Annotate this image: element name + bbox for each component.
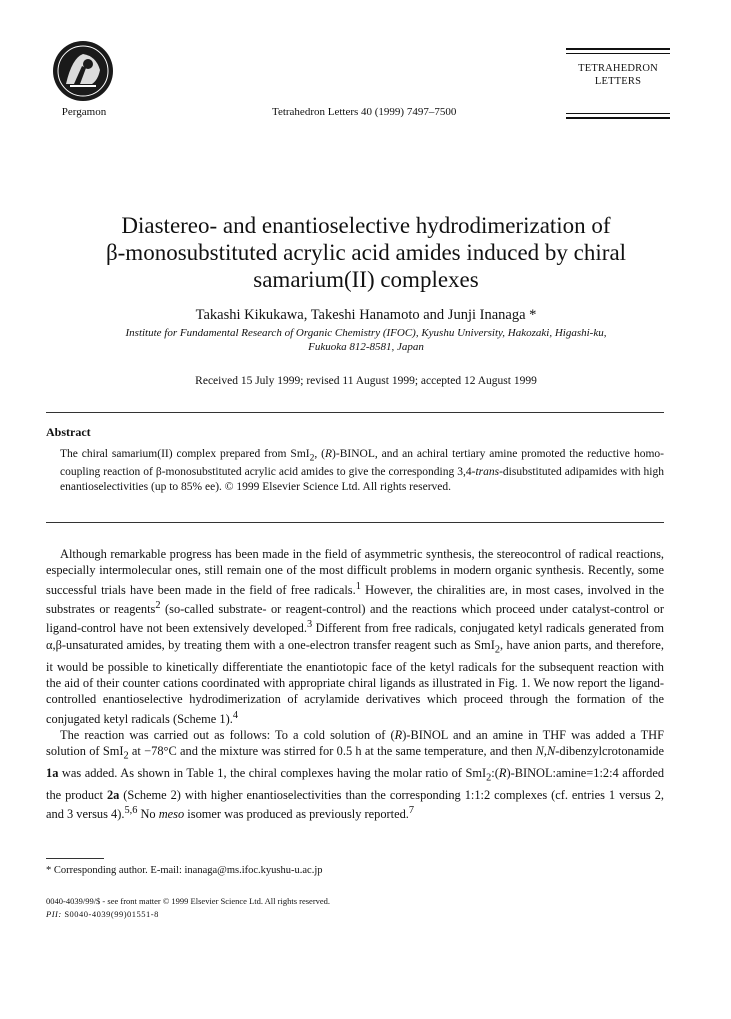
abstract-italic: R — [325, 448, 333, 460]
brand-rule — [566, 53, 670, 54]
citation-ref: 4 — [232, 709, 238, 721]
abstract-italic: trans — [475, 466, 500, 479]
pii-label: PII: — [46, 909, 62, 919]
brand-rule — [566, 117, 670, 119]
text-fragment: was added. As shown in Table 1, the chiral complexes having the molar ratio of SmI — [58, 766, 487, 780]
author-list: Takashi Kikukawa, Takeshi Hanamoto and Junji Inanaga * — [195, 307, 537, 323]
italic-text: meso — [158, 807, 185, 822]
compound-label: 2a — [106, 787, 120, 802]
text-fragment: (Scheme 2) with higher enantioselectivities than the corresponding 1:1:2 complexes (cf. entries 1 versus 2, and 3 versus 4). — [46, 787, 665, 822]
journal-brand — [566, 62, 670, 88]
subscript: 2 — [486, 772, 492, 784]
citation-ref: 3 — [306, 619, 313, 631]
article-title — [66, 212, 666, 293]
section-divider — [46, 412, 664, 413]
text-fragment: The reaction was carried out as follows: To a cold solution of ( — [60, 727, 395, 742]
affiliation-line: Fukuoka 812-8581, Japan — [308, 341, 424, 353]
received-dates: Received 15 July 1999; revised 11 August 1999; accepted 12 August 1999 — [195, 375, 537, 387]
text-fragment: isomer was produced as previously reported. — [184, 807, 409, 822]
footnote-divider — [46, 858, 104, 859]
affiliation-line: Institute for Fundamental Research of Organic Chemistry (IFOC), Kyushu University, Hakozaki, Higashi-ku, — [125, 327, 607, 339]
title-line: samarium(II) complexes — [253, 267, 479, 292]
citation-ref: 1 — [355, 580, 361, 592]
text-fragment: However, the chiralities are, in most cases, involved in the substrates or reagents — [46, 582, 664, 617]
pii-value: S0040-4039(99)01551-8 — [61, 909, 159, 919]
title-line: Diastereo- and enantioselective hydrodimerization of — [121, 213, 611, 238]
subscript: 2 — [494, 644, 500, 656]
abstract-fragment: The chiral samarium(II) complex prepared from SmI — [60, 448, 310, 460]
abstract-fragment: -disubstituted adipamides with high enantioselectivities (up to 85% ee). © 1999 Elsevier Science Ltd. All rights reserved. — [60, 466, 664, 494]
elsevier-tree-logo-icon — [52, 40, 114, 102]
pii-line — [46, 909, 664, 919]
journal-brand-line2: LETTERS — [594, 76, 642, 87]
italic-text: N,N — [535, 744, 556, 759]
text-fragment: )-BINOL:amine=1:2:4 afforded the product — [46, 766, 665, 802]
abstract-fragment: , ( — [314, 448, 326, 460]
text-fragment: Different from free radicals, conjugated ketyl radicals generated from α,β-unsaturated amides, by treating them with a one-electron transfer reagent such as SmI — [46, 621, 664, 652]
journal-reference: Tetrahedron Letters 40 (1999) 7497–7500 — [272, 106, 457, 118]
text-fragment: -dibenzylcrotonamide — [555, 744, 664, 759]
affiliation — [66, 326, 666, 354]
section-divider — [46, 522, 664, 523]
brand-rule — [566, 113, 670, 114]
citation-ref: 7 — [408, 805, 415, 817]
text-fragment: (so-called substrate- or reagent-control) and the reactions which proceed under catalyst-control or ligand-control have not been extensively developed. — [46, 602, 664, 636]
compound-label: 1a — [46, 766, 59, 780]
italic-text: R — [498, 766, 507, 780]
publisher-name: Pergamon — [61, 106, 107, 118]
italic-text: R — [394, 727, 403, 742]
abstract-fragment: )-BINOL, and an achiral tertiary amine promoted the reductive homo-coupling reaction of β-monosubstituted acrylic acid amides to give the corresponding 3,4- — [60, 448, 664, 479]
journal-brand-line1: TETRAHEDRON — [578, 63, 658, 74]
abstract-text — [60, 447, 664, 495]
citation-ref: 5,6 — [124, 805, 138, 817]
text-fragment: , have anion parts, and therefore, it would be possible to kinetically differentiate the enantiotopic face of the ketyl radicals for the subsequent reaction with the aid of their counter cations coordinated with appropriate chiral ligands as illustrated in Fig. 1. We now report the ligand-controlled enantioselective hydrodimerization of acrylamide derivatives which proceed through the formation of the conjugated ketyl radicals (Scheme 1). — [46, 637, 665, 726]
citation-ref: 2 — [155, 600, 161, 612]
body-paragraph — [46, 727, 664, 823]
text-fragment: No — [137, 807, 159, 822]
subscript: 2 — [123, 750, 129, 762]
body-paragraph — [46, 546, 664, 727]
corresponding-author-footnote: * Corresponding author. E-mail: inanaga@ms.ifoc.kyushu-u.ac.jp — [46, 865, 323, 876]
text-fragment: Although remarkable progress has been made in the field of asymmetric synthesis, the stereocontrol of radical reactions, especially intermolecular ones, still remain one of the most difficult problems in modern organic synthesis. Recently, some successful trials have been made in the field of free radicals. — [46, 547, 664, 597]
title-line: β-monosubstituted acrylic acid amides induced by chiral — [105, 240, 627, 265]
body-text — [46, 546, 664, 822]
text-fragment: :( — [491, 766, 499, 780]
text-fragment: )-BINOL and an amine in THF was added a THF solution of SmI — [46, 727, 665, 759]
abstract-subscript: 2 — [309, 452, 315, 464]
copyright-line: 0040-4039/99/$ - see front matter © 1999 Elsevier Science Ltd. All rights reserved. — [46, 896, 331, 906]
text-fragment: at −78°C and the mixture was stirred for 0.5 h at the same temperature, and then — [128, 744, 536, 759]
abstract-heading: Abstract — [46, 425, 91, 439]
brand-rule — [566, 48, 670, 50]
